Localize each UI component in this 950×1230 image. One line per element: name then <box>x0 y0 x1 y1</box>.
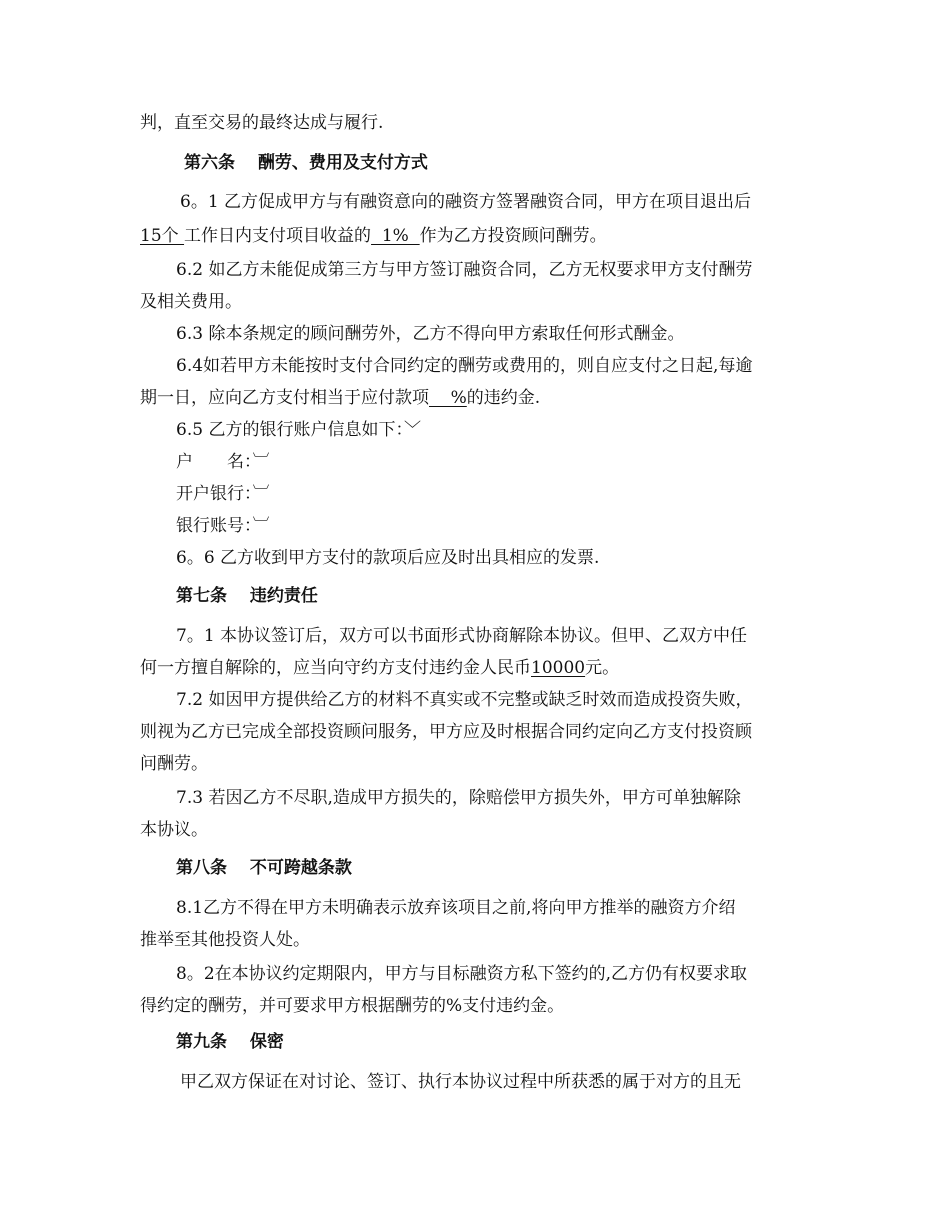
clause-6-3: 6.3 除本条规定的顾问酬劳外，乙方不得向甲方索取任何形式酬金。 <box>176 324 685 344</box>
clause-7-2-line1: 7.2 如因甲方提供给乙方的材料不真实或不完整或缺乏时效而造成投资失败， <box>176 690 753 710</box>
account-number-field: 银行账号：︺ <box>176 516 270 536</box>
clause-8-1-line2: 推举至其他投资人处。 <box>140 930 310 950</box>
clause-8-2-line2: 得约定的酬劳，并可要求甲方根据酬劳的%支付违约金。 <box>140 996 565 1016</box>
clause-8-1-line1: 8.1乙方不得在甲方未明确表示放弃该项目之前,将向甲方推举的融资方介绍 <box>176 898 736 918</box>
clause-6-4-line2 <box>140 386 540 410</box>
clause-7-3-line2: 本协议。 <box>140 820 208 840</box>
clause-7-1-line2 <box>140 656 619 680</box>
account-name-field: 户 名：︺ <box>176 452 270 472</box>
body-line: 判，直至交易的最终达成与履行. <box>140 113 384 133</box>
penalty-amount-value: 10000 <box>531 658 586 678</box>
clause-7-3-line1: 7.3 若因乙方不尽职,造成甲方损失的，除赔偿甲方损失外，甲方可单独解除 <box>176 788 741 808</box>
section-9-heading: 第九条 保密 <box>176 1032 284 1052</box>
clause-7-1-line1: 7。1 本协议签订后，双方可以书面形式协商解除本协议。但甲、乙双方中任 <box>176 626 748 646</box>
clause-6-2-line2: 及相关费用。 <box>140 292 242 312</box>
clause-6-1-line2 <box>140 224 607 248</box>
clause-6-5: 6.5 乙方的银行账户信息如下：﹀ <box>176 420 421 440</box>
penalty-rate-blank: % <box>429 388 467 408</box>
clause-6-1-text: 工作日内支付项目收益的 <box>184 226 372 246</box>
section-8-heading: 第八条 不可跨越条款 <box>176 858 352 878</box>
section-7-heading: 第七条 违约责任 <box>176 586 318 606</box>
clause-6-4-line1: 6.4如若甲方未能按时支付合同约定的酬劳或费用的，则自应支付之日起,每逾 <box>176 356 753 376</box>
payment-days-value: 15个 <box>140 226 185 246</box>
clause-6-4-text-end: 的违约金. <box>466 388 541 408</box>
clause-7-1-text: 何一方擅自解除的，应当向守约方支付违约金人民币 <box>140 658 531 678</box>
clause-7-2-line2: 则视为乙方已完成全部投资顾问服务，甲方应及时根据合同约定向乙方支付投资顾 <box>140 722 752 742</box>
account-bank-field: 开户银行：︺ <box>176 484 270 504</box>
clause-7-2-line3: 问酬劳。 <box>140 754 208 774</box>
clause-7-1-text-end: 元。 <box>585 658 620 678</box>
return-percentage-value: 1% <box>371 226 420 246</box>
clause-6-2-line1: 6.2 如乙方未能促成第三方与甲方签订融资合同，乙方无权要求甲方支付酬劳 <box>176 260 753 280</box>
clause-9-line1: 甲乙双方保证在对讨论、签订、执行本协议过程中所获悉的属于对方的且无 <box>180 1072 741 1092</box>
clause-6-6: 6。6 乙方收到甲方支付的款项后应及时出具相应的发票. <box>176 548 600 568</box>
clause-6-1-line1: 6。1 乙方促成甲方与有融资意向的融资方签署融资合同，甲方在项目退出后 <box>180 192 752 212</box>
clause-6-1-text-end: 作为乙方投资顾问酬劳。 <box>419 226 607 246</box>
clause-6-4-text: 期一日，应向乙方支付相当于应付款项 <box>140 388 429 408</box>
clause-8-2-line1: 8。2在本协议约定期限内，甲方与目标融资方私下签约的,乙方仍有权要求取 <box>176 964 748 984</box>
section-6-heading: 第六条 酬劳、费用及支付方式 <box>184 153 428 173</box>
